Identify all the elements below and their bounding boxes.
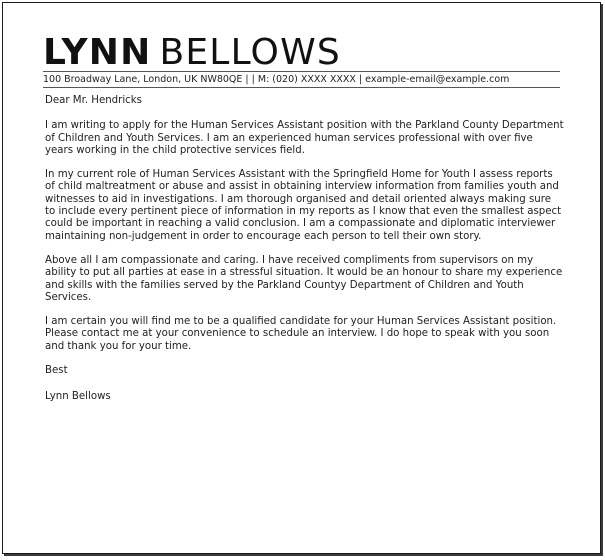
last-name: BELLOWS [159, 32, 341, 73]
paragraph-intro: I am writing to apply for the Human Services Assistant position with the Parkland County Department of Children and Youth Services. I am an experienced human services professional with over five years working in the child protective services field. [45, 120, 564, 156]
closing: Best [45, 365, 68, 377]
paragraph-experience: In my current role of Human Services Assistant with the Springfield Home for Youth I assess reports of child maltreatment or abuse and assist in obtaining interview information from families youth and witnesses to aid in investigations. I am thorough organised and detail oriented always making sure to include every pertinent piece of information in my reports as I know that even the smallest aspect could be important in reaching a valid conclusion. I am a compassionate and diplomatic interviewer maintaining non-judgement in order to encourage each person to tell their own story. [45, 169, 562, 242]
signature: Lynn Bellows [45, 391, 111, 403]
letter-body [45, 95, 564, 416]
paragraph-qualities: Above all I am compassionate and caring. I have received compliments from supervisors on my ability to put all parties at ease in a stressful situation. It would be an honour to share my experience and skills with the families served by the Parkland Countyy Department of Children and Youth Services. [45, 254, 563, 303]
first-name: LYNN [43, 32, 152, 73]
salutation: Dear Mr. Hendricks [45, 95, 142, 106]
paragraph-closing: I am certain you will find me to be a qualified candidate for your Human Services Assistant position. Please contact me at your convenience to schedule an interview. I do hope to speak with you soon and thank you for your time. [45, 316, 557, 352]
contact-line: 100 Broadway Lane, London, UK NW80QE | | M: (020) XXXX XXXX | example-email@example.com [43, 74, 510, 85]
header-divider-bottom [43, 87, 560, 88]
letter-page [2, 2, 601, 554]
header-divider-top [43, 71, 560, 72]
applicant-name [43, 33, 341, 73]
